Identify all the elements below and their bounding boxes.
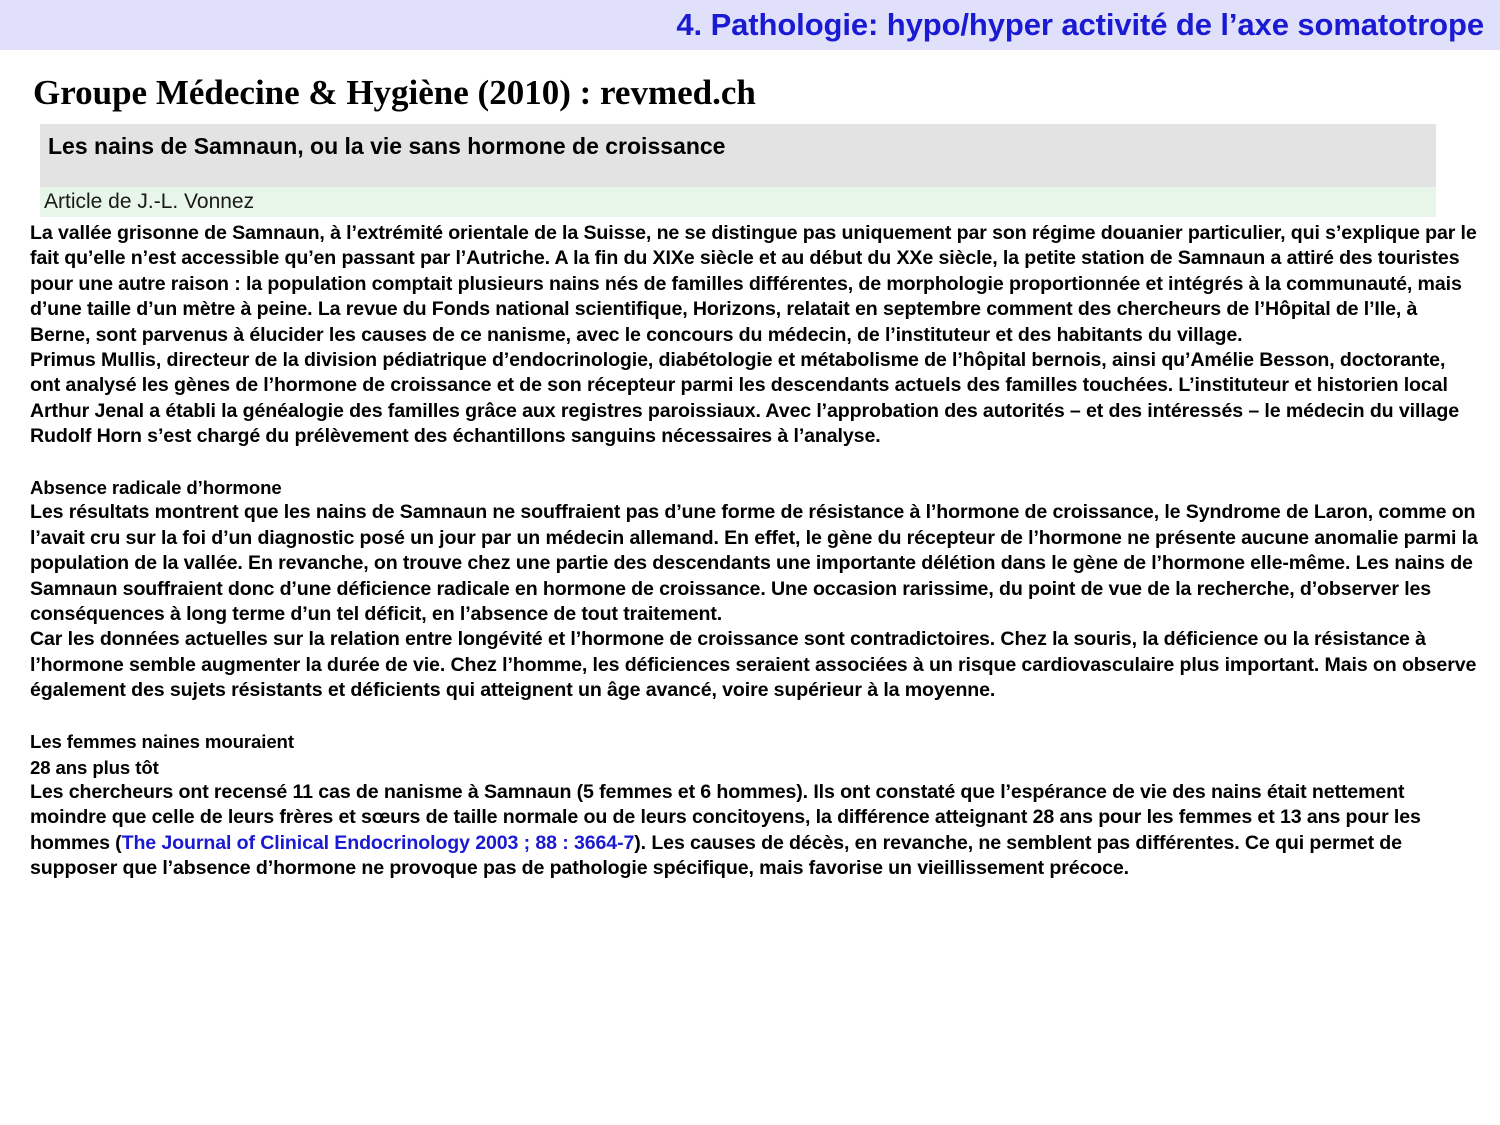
body-paragraph-4: Car les données actuelles sur la relation entre longévité et l’hormone de croissance sont contradictoires. Chez la souris, la déficience ou la résistance à l’hormone semble augmenter la durée de vie. Chez l’homme, les déficiences seraient associées à un risque cardiovasculaire plus important. Mais on observe également des sujets résistants et déficients qui atteignent un âge avancé, voire supérieur à la moyenne.	[30, 628, 1482, 702]
body-paragraph-5-text-before-citation: Les chercheurs ont recensé 11 cas de nanisme à Samnaun (5 femmes et 6 hommes). Ils ont constaté que l’espérance de vie des nains était nettement moindre que celle de leurs frères et sœurs de taille normale ou de leurs concitoyens, la différence atteignant 28 ans pour les femmes et 13 ans pour les hommes (	[30, 780, 1427, 854]
slide-header-band	[0, 0, 1500, 50]
body-subheading-femmes-naines-line-2: 28 ans plus tôt	[30, 756, 159, 778]
article-byline-text: Article de J.-L. Vonnez	[44, 190, 255, 213]
article-headline-text: Les nains de Samnaun, ou la vie sans hormone de croissance	[48, 133, 726, 159]
journal-citation-link[interactable]: The Journal of Clinical Endocrinology 2003 ; 88 : 3664-7	[121, 831, 635, 854]
body-paragraph-5-text-after-citation: ). Les causes de décès, en revanche, ne semblent pas différentes. Ce qui permet de supposer que l’absence d’hormone ne provoque pas de pathologie spécifique, mais favorise un vieillissement précoce.	[30, 831, 1408, 880]
article-byline-box	[40, 187, 1436, 217]
article-body	[30, 221, 1484, 882]
body-paragraph-3: Les résultats montrent que les nains de Samnaun ne souffraient pas d’une forme de résistance à l’hormone de croissance, le Syndrome de Laron, comme on l’avait cru sur la foi d’un diagnostic posé un jour par un médecin allemand. En effet, le gène du récepteur de l’hormone ne présente aucune anomalie parmi la population de la vallée. En revanche, on trouve chez une partie des descendants une importante délétion dans le gène de l’hormone elle-même. Les nains de Samnaun souffraient donc d’une déficience radicale en hormone de croissance. Une occasion rarissime, du point de vue de la recherche, d’observer les conséquences à long terme d’un tel déficit, en l’absence de tout traitement.	[30, 501, 1484, 626]
slide-header-title: 4. Pathologie: hypo/hyper activité de l’axe somatotrope	[676, 7, 1484, 42]
article-headline-box	[40, 124, 1436, 187]
body-subheading-absence-radicale: Absence radicale d’hormone	[30, 477, 282, 499]
body-paragraph-2: Primus Mullis, directeur de la division pédiatrique d’endocrinologie, diabétologie et métabolisme de l’hôpital bernois, ainsi qu’Amélie Besson, doctorante, ont analysé les gènes de l’hormone de croissance et de son récepteur parmi les descendants actuels des familles touchées. L’instituteur et historien local Arthur Jenal a établi la généalogie des familles grâce aux registres paroissiaux. Avec l’approbation des autorités – et des intéressés – le médecin du village Rudolf Horn s’est chargé du prélèvement des échantillons sanguins nécessaires à l’analyse.	[30, 349, 1465, 448]
paragraph-gap-2	[30, 704, 1478, 729]
source-title: Groupe Médecine & Hygiène (2010) : revmed.ch	[33, 73, 756, 112]
body-paragraph-1: La vallée grisonne de Samnaun, à l’extrémité orientale de la Suisse, ne se distingue pas uniquement par son régime douanier particulier, qui s’explique par le fait qu’elle n’est accessible qu’en passant par l’Autriche. A la fin du XIXe siècle et au début du XXe siècle, la petite station de Samnaun a attiré des touristes pour une autre raison : la population comptait plusieurs nains nés de familles différentes, de morphologie proportionnée et intégrés à la communauté, mais d’une taille d’un mètre à peine. La revue du Fonds national scientifique, Horizons, relatait en septembre comment des chercheurs de l’Hôpital de l’Ile, à Berne, sont parvenus à élucider les causes de ce nanisme, avec le concours du médecin, de l’instituteur et des habitants du village.	[30, 222, 1482, 346]
body-paragraph-5	[30, 780, 1478, 882]
paragraph-gap-1	[30, 450, 1478, 475]
body-subheading-femmes-naines-line-1: Les femmes naines mouraient	[30, 731, 294, 753]
